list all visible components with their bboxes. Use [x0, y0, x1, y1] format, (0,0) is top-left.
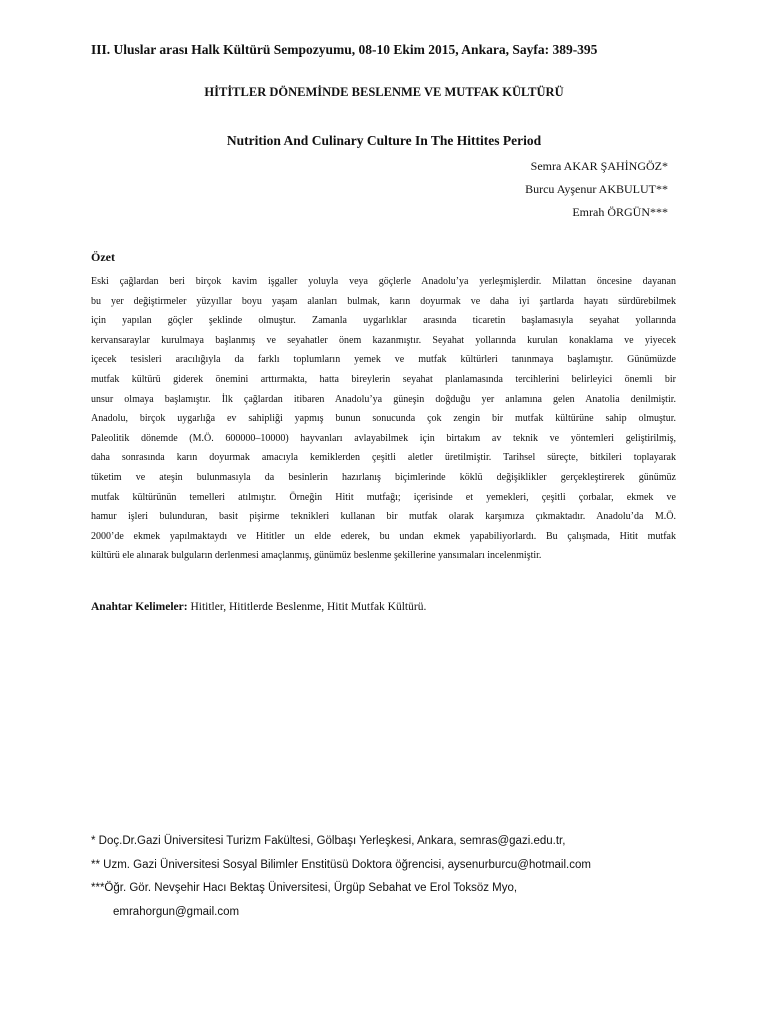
- abstract-line: içecek tesisleri aracılığıyla da farklı toplumların yemek ve mutfak kültürleri tanınmaya başlamıştır. Günümüzde: [91, 354, 676, 366]
- footnote: ** Uzm. Gazi Üniversitesi Sosyal Bilimler Enstitüsü Doktora öğrencisi, aysenurburcu@hotmail.com: [91, 858, 591, 871]
- footnote-email: emrahorgun@gmail.com: [113, 905, 240, 918]
- author-name: Burcu Ayşenur AKBULUT**: [525, 182, 668, 196]
- footnote: * Doç.Dr.Gazi Üniversitesi Turizm Fakültesi, Gölbaşı Yerleşkesi, Ankara, semras@gazi.edu.tr,: [91, 835, 566, 847]
- abstract-line: mutfak kültürü giderek önemini arttırmakta, hatta bireylerin seyahat planlamasında tercihlerini belirleyici önemli bir: [91, 373, 676, 385]
- abstract-line: 2000’de ekmek yapılmaktaydı ve Hititler un elde ederek, bu undan ekmek yapabiliyorlardı. Bu çalışmada, Hitit mutfak: [91, 530, 676, 542]
- footnotes: [91, 830, 591, 924]
- abstract-line: unsur olmaya başlamıştır. İlk çağlardan itibaren Anadolu’ya güneşin doğduğu yer anlamına gelen Anatolia denilmiştir.: [91, 393, 676, 405]
- abstract-line: kültürü ele alınarak bulguların derlenmesi amaçlanmış, günümüz beslenme şekillerine yansımaları incelenmiştir.: [91, 550, 542, 562]
- abstract-line: daha sonrasında karın doyurmak amacıyla kemiklerden çeşitli aletler üretilmiştir. Tarihsel süreçte, bitkileri toplayarak: [91, 452, 676, 464]
- keywords-text: Hititler, Hititlerde Beslenme, Hitit Mutfak Kültürü.: [187, 601, 427, 613]
- abstract-line: Paleolitik dönemde (M.Ö. 600000–10000) hayvanları avlayabilmek için birtakım av teknik ve yöntemleri geliştirilmiş,: [91, 432, 676, 444]
- author-name: Semra AKAR ŞAHİNGÖZ*: [530, 159, 668, 173]
- title-english: Nutrition And Culinary Culture In The Hittites Period: [226, 133, 542, 148]
- abstract-line: hamur işleri bulunduran, basit pişirme teknikleri kullanan bir mutfak olarak karşımıza çıkmaktadır. Anadolu’da M.Ö.: [91, 511, 676, 523]
- conference-header: III. Uluslar arası Halk Kültürü Sempozyumu, 08-10 Ekim 2015, Ankara, Sayfa: 389-395: [91, 42, 598, 57]
- abstract-line: bu yer değiştirmeler yüzyıllar boyu yaşam alanları bulmak, karın doyurmak ve daha iyi şartlarda hayatı sürdürebilmek: [91, 295, 676, 307]
- author-list: [525, 155, 668, 224]
- abstract-line: kervansaraylar kurulmaya başlanmış ve seyahatler önem kazanmıştır. Seyahat yollarında kurulan konaklama ve yiyecek: [91, 334, 676, 346]
- abstract-line: Eski çağlardan beri birçok kavim işgaller yoluyla veya göçlerle Anadolu’ya yerleşmişlerdir. Milattan öncesine dayanan: [91, 276, 676, 287]
- title-turkish: HİTİTLER DÖNEMİNDE BESLENME VE MUTFAK KÜLTÜRÜ: [204, 85, 564, 99]
- footnote: ***Öğr. Gör. Nevşehir Hacı Bektaş Üniversitesi, Ürgüp Sebahat ve Erol Toksöz Myo,: [91, 882, 518, 894]
- abstract-heading: Özet: [91, 250, 115, 264]
- keywords: [91, 601, 426, 613]
- keywords-label: Anahtar Kelimeler:: [91, 601, 188, 613]
- abstract-line: Anadolu, birçok uygarlığa ev sahipliği yapmış bunun sonucunda çok zengin bir mutfak kültürüne sahip olmuştur.: [91, 413, 676, 425]
- abstract-line: tüketim ve ateşin bulunmasıyla da besinlerin hazırlanış biçimlerinde köklü değişiklikler gerçekleştirerek günümüz: [91, 471, 676, 483]
- abstract-line: mutfak kültürünün temelleri atılmıştır. Örneğin Hitit mutfağı; içerisinde et yemekleri, çeşitli çorbalar, ekmek ve: [91, 491, 676, 503]
- abstract-body: [91, 272, 676, 566]
- author-name: Emrah ÖRGÜN***: [572, 205, 668, 219]
- abstract-line: için yapılan göçler şeklinde olmuştur. Zamanla uygarlıklar arasında ticaretin başlamasıyla seyahat yollarında: [91, 315, 676, 327]
